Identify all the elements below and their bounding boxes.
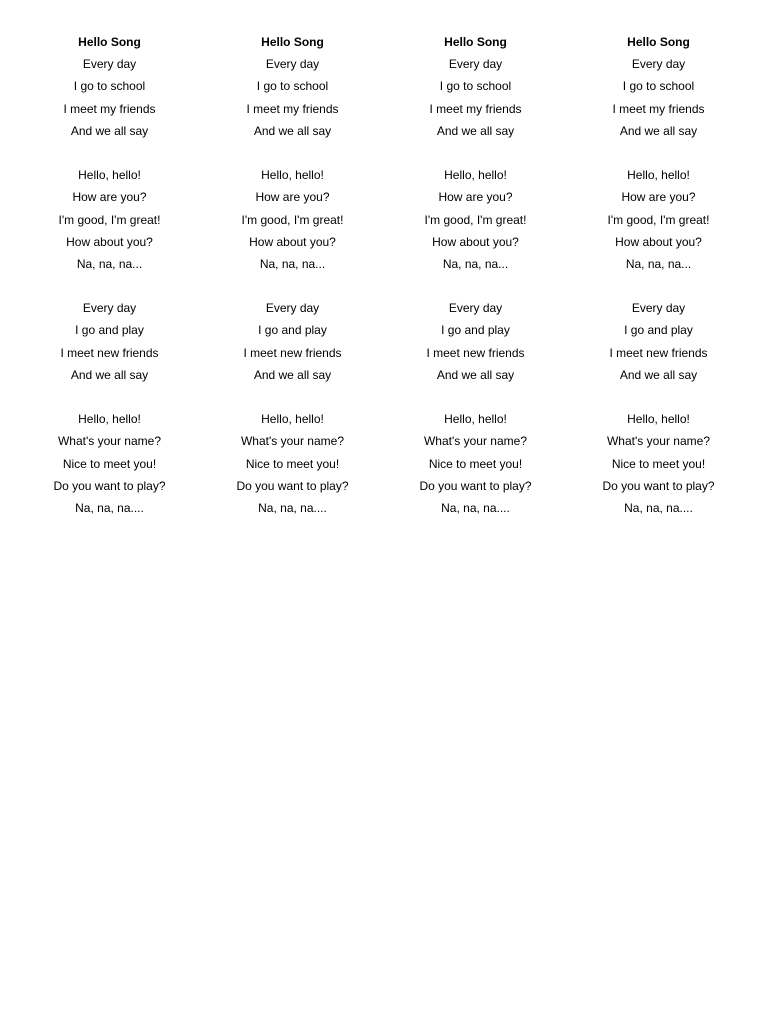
song-title: Hello Song xyxy=(261,35,324,49)
lyric-line: Hello, hello! xyxy=(444,412,507,427)
lyric-line: Na, na, na.... xyxy=(441,500,510,515)
lyrics-column-3 xyxy=(384,31,567,519)
lyric-line: And we all say xyxy=(619,367,698,382)
stanza-gap xyxy=(384,386,567,408)
lyric-line: Nice to meet you! xyxy=(62,456,157,471)
lyric-line: How about you? xyxy=(432,234,519,249)
lyric-line: I go and play xyxy=(441,323,510,338)
lyric-line: I go to school xyxy=(256,79,329,94)
lyric-line: Na, na, na... xyxy=(259,256,326,271)
lyric-line: What's your name? xyxy=(606,434,710,449)
lyric-line: I go and play xyxy=(624,323,693,338)
lyric-line: And we all say xyxy=(253,123,332,138)
lyrics-column-1 xyxy=(18,31,201,519)
lyric-line: I meet new friends xyxy=(243,345,342,360)
lyric-line: How about you? xyxy=(249,234,336,249)
lyric-line: Na, na, na... xyxy=(625,256,692,271)
stanza-gap xyxy=(567,275,750,297)
lyric-line: Do you want to play? xyxy=(236,478,349,493)
stanza-gap xyxy=(567,142,750,164)
lyric-line: I meet new friends xyxy=(426,345,525,360)
lyric-line: I meet my friends xyxy=(612,101,705,116)
lyric-line: Do you want to play? xyxy=(602,478,715,493)
lyrics-column-4 xyxy=(567,31,750,519)
lyric-line: I go to school xyxy=(622,79,695,94)
lyric-line: Nice to meet you! xyxy=(428,456,523,471)
lyric-line: Every day xyxy=(631,301,686,316)
lyric-line: And we all say xyxy=(253,367,332,382)
stanza-gap xyxy=(201,142,384,164)
lyric-line: Every day xyxy=(631,57,686,72)
lyric-line: Every day xyxy=(448,57,503,72)
stanza-gap xyxy=(384,275,567,297)
song-title: Hello Song xyxy=(78,35,141,49)
song-title: Hello Song xyxy=(627,35,690,49)
lyric-line: Hello, hello! xyxy=(627,168,690,183)
lyric-line: Every day xyxy=(82,301,137,316)
lyric-line: Do you want to play? xyxy=(419,478,532,493)
lyric-line: And we all say xyxy=(619,123,698,138)
lyric-line: What's your name? xyxy=(240,434,344,449)
lyric-line: What's your name? xyxy=(423,434,527,449)
stanza-gap xyxy=(201,386,384,408)
lyric-line: Nice to meet you! xyxy=(611,456,706,471)
lyric-line: Hello, hello! xyxy=(78,168,141,183)
lyric-line: I meet my friends xyxy=(429,101,522,116)
lyric-line: Na, na, na... xyxy=(76,256,143,271)
lyric-line: I'm good, I'm great! xyxy=(58,212,161,227)
lyric-line: Hello, hello! xyxy=(261,412,324,427)
lyric-line: I go to school xyxy=(73,79,146,94)
lyric-line: How about you? xyxy=(615,234,702,249)
lyric-line: Na, na, na.... xyxy=(75,500,144,515)
lyric-line: I'm good, I'm great! xyxy=(424,212,527,227)
lyric-line: Na, na, na.... xyxy=(624,500,693,515)
lyric-line: Hello, hello! xyxy=(78,412,141,427)
lyric-line: I go and play xyxy=(258,323,327,338)
lyric-line: And we all say xyxy=(70,367,149,382)
lyric-line: Hello, hello! xyxy=(627,412,690,427)
stanza-gap xyxy=(201,275,384,297)
lyric-line: Na, na, na.... xyxy=(258,500,327,515)
lyric-line: I go and play xyxy=(75,323,144,338)
lyric-line: How are you? xyxy=(621,190,696,205)
stanza-gap xyxy=(18,386,201,408)
lyric-line: Hello, hello! xyxy=(444,168,507,183)
lyric-line: How are you? xyxy=(72,190,147,205)
lyric-line: Every day xyxy=(82,57,137,72)
song-title: Hello Song xyxy=(444,35,507,49)
lyric-line: Do you want to play? xyxy=(53,478,166,493)
stanza-gap xyxy=(18,142,201,164)
lyrics-column-2 xyxy=(201,31,384,519)
lyric-line: How are you? xyxy=(255,190,330,205)
lyric-line: Every day xyxy=(448,301,503,316)
lyric-line: How are you? xyxy=(438,190,513,205)
lyric-line: Every day xyxy=(265,301,320,316)
lyric-line: Nice to meet you! xyxy=(245,456,340,471)
lyric-line: What's your name? xyxy=(57,434,161,449)
lyric-line: I meet my friends xyxy=(63,101,156,116)
stanza-gap xyxy=(18,275,201,297)
lyric-line: I meet my friends xyxy=(246,101,339,116)
lyric-line: Hello, hello! xyxy=(261,168,324,183)
lyric-line: I meet new friends xyxy=(609,345,708,360)
lyric-line: Every day xyxy=(265,57,320,72)
lyric-line: How about you? xyxy=(66,234,153,249)
lyric-line: I'm good, I'm great! xyxy=(241,212,344,227)
lyric-line: And we all say xyxy=(70,123,149,138)
lyric-line: And we all say xyxy=(436,367,515,382)
stanza-gap xyxy=(384,142,567,164)
lyric-line: Na, na, na... xyxy=(442,256,509,271)
lyric-line: I meet new friends xyxy=(60,345,159,360)
lyric-line: And we all say xyxy=(436,123,515,138)
stanza-gap xyxy=(567,386,750,408)
lyric-line: I go to school xyxy=(439,79,512,94)
lyric-line: I'm good, I'm great! xyxy=(607,212,710,227)
